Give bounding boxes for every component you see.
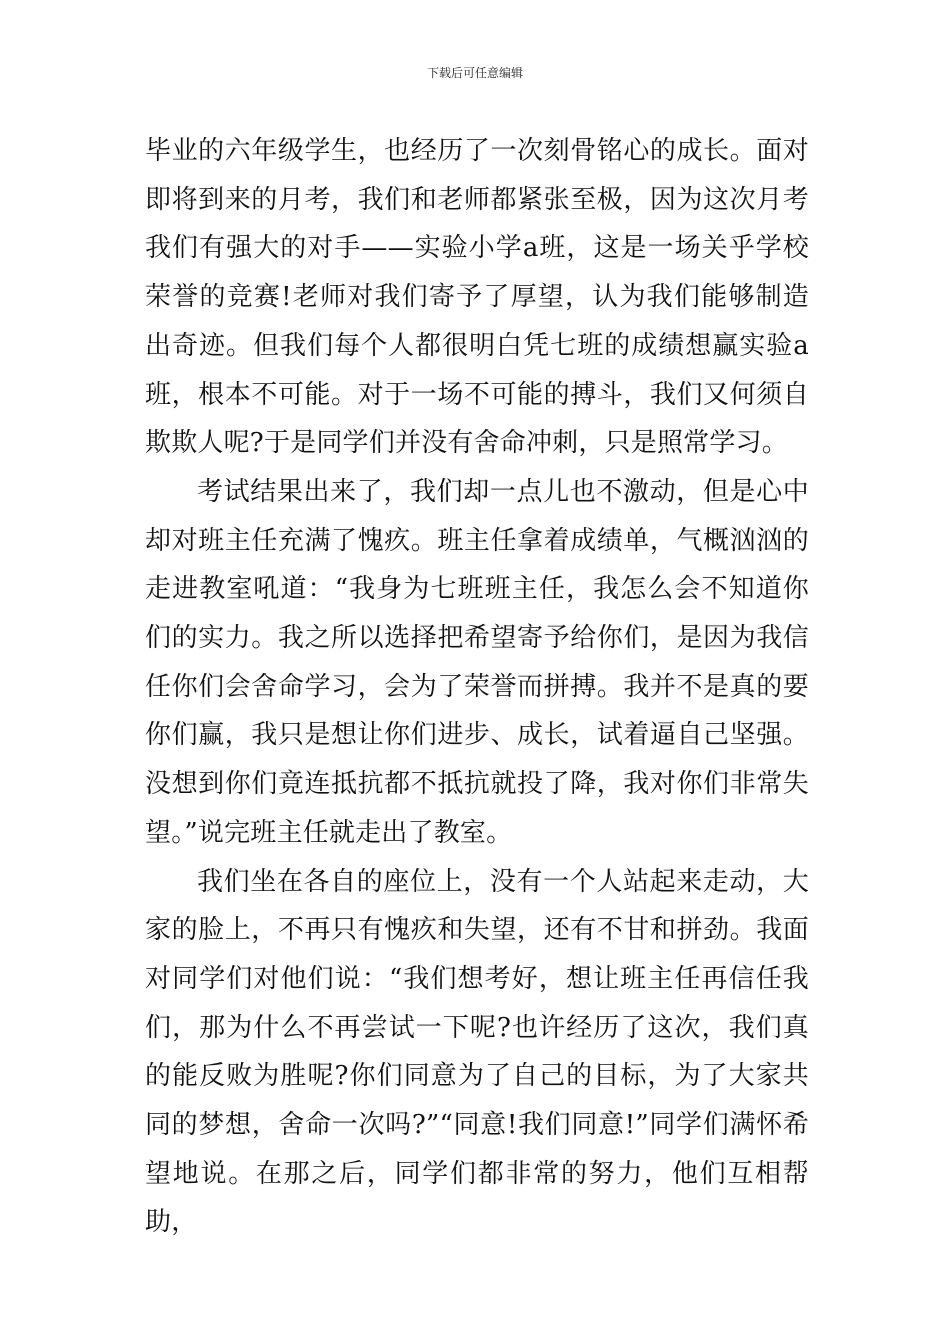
paragraph-3: 我们坐在各自的座位上，没有一个人站起来走动，大家的脸上，不再只有愧疚和失望，还有不甘和拼劲。我面对同学们对他们说：“我们想考好，想让班主任再信任我们，那为什么不再尝试一下呢?也许经历了这次，我们真的能反败为胜呢?你们同意为了自己的目标，为了大家共同的梦想，舍命一次吗?”“同意!我们同意!”同学们满怀希望地说。在那之后，同学们都非常的努力，他们互相帮助，	[145, 866, 809, 1238]
page-header: 下载后可任意编辑	[426, 66, 523, 80]
paragraph-1: 毕业的六年级学生，也经历了一次刻骨铭心的成长。面对即将到来的月考，我们和老师都紧张至极，因为这次月考我们有强大的对手——实验小学a班，这是一场关乎学校荣誉的竞赛!老师对我们寄予了厚望，认为我们能够制造出奇迹。但我们每个人都很明白凭七班的成绩想赢实验a班，根本不可能。对于一场不可能的搏斗，我们又何须自欺欺人呢?于是同学们并没有舍命冲刺，只是照常学习。	[145, 136, 809, 459]
document-body	[145, 127, 809, 1247]
paragraph-2: 考试结果出来了，我们却一点儿也不激动，但是心中却对班主任充满了愧疚。班主任拿着成绩单，气概汹汹的走进教室吼道：“我身为七班班主任，我怎么会不知道你们的实力。我之所以选择把希望寄予给你们，是因为我信任你们会舍命学习，会为了荣誉而拼搏。我并不是真的要你们赢，我只是想让你们进步、成长，试着逼自己坚强。没想到你们竟连抵抗都不抵抗就投了降，我对你们非常失望。”说完班主任就走出了教室。	[145, 476, 809, 848]
